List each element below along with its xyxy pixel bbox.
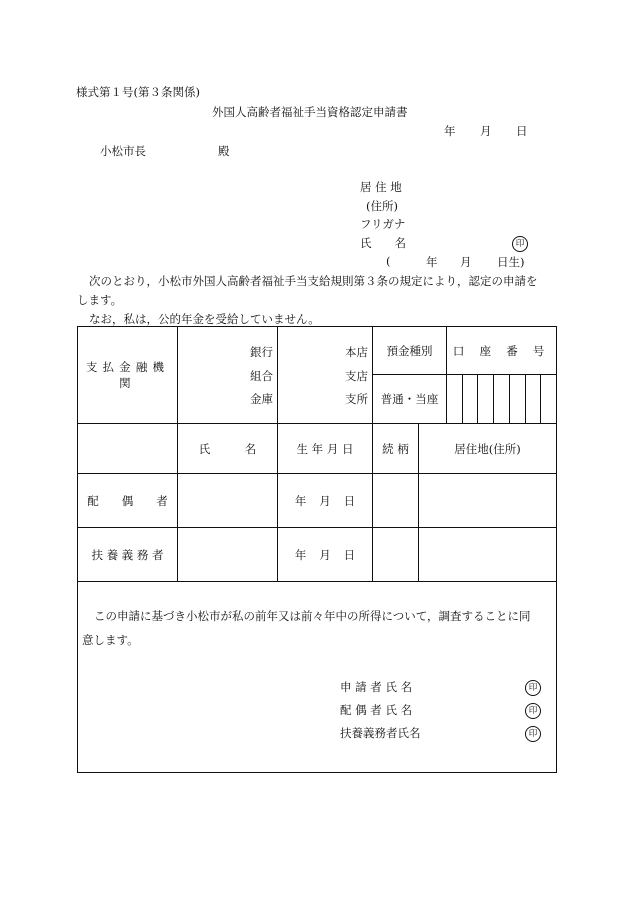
account-digit-grid	[447, 375, 556, 423]
deposit-type-label-cell	[373, 327, 447, 375]
supporter-signature-seal	[525, 725, 541, 742]
paragraph2: なお，私は，公的年金を受給していません。	[89, 312, 320, 326]
spouse-name-cell	[178, 474, 278, 528]
name-header: 氏 名	[198, 441, 257, 456]
consent-line1: この申請に基づき小松市が私の前年又は前々年中の所得について，調査することに同	[94, 609, 531, 623]
spouse-birth-day: 日	[343, 493, 356, 508]
spouse-birth-month: 月	[319, 493, 331, 508]
supporter-label-cell	[78, 528, 178, 582]
supporter-birthdate-cell	[278, 528, 373, 582]
bank-type-vault: 金庫	[250, 392, 273, 406]
address-header-cell	[419, 424, 557, 474]
digit-box	[493, 375, 509, 423]
spouse-address-cell	[419, 474, 557, 528]
digit-box	[509, 375, 525, 423]
branch-branch: 支店	[345, 369, 368, 383]
digit-box	[447, 375, 462, 423]
supporter-birth-day: 日	[343, 547, 356, 562]
honorific: 殿	[218, 144, 230, 158]
deposit-type-value: 普通・当座	[380, 392, 439, 406]
birth-open: (	[386, 254, 391, 268]
form-number: 様式第１号(第３条関係)	[76, 85, 200, 99]
applicant-signature-label: 申 請 者 氏 名	[340, 680, 413, 694]
seal-icon: 印	[525, 726, 541, 742]
spouse-birthdate-cell	[278, 474, 373, 528]
bank-type-union: 組合	[250, 369, 273, 383]
spouse-signature-seal	[525, 702, 541, 719]
birth-day-label: 日生)	[497, 255, 525, 269]
supporter-signature-label: 扶養義務者氏名	[340, 726, 421, 740]
supporter-address-cell	[419, 528, 557, 582]
branch-sub: 支所	[345, 392, 368, 406]
birth-month-label: 月	[460, 255, 472, 269]
branch-head: 本店	[345, 345, 368, 359]
birth-year-label: 年	[426, 255, 438, 269]
deposit-type-label: 預金種別	[386, 343, 433, 358]
header-blank-cell	[78, 424, 178, 474]
bank-label: 支払金融機関	[85, 360, 170, 390]
relation-header-cell	[373, 424, 419, 474]
account-number-label: 口 座 番 号	[452, 343, 551, 358]
addressee: 小松市長	[100, 144, 146, 158]
form-title: 外国人高齢者福祉手当資格認定申請書	[212, 105, 408, 119]
bank-label-cell	[78, 327, 178, 424]
application-table	[77, 326, 557, 773]
spouse-label: 配 偶 者	[87, 493, 168, 508]
digit-box	[540, 375, 556, 423]
deposit-type-value-cell	[373, 375, 447, 424]
spouse-birth-year: 年	[294, 493, 307, 508]
seal-icon: 印	[525, 680, 541, 696]
date-day-label: 日	[516, 124, 528, 138]
name-header-cell	[178, 424, 278, 474]
furigana-label: フリガナ	[360, 217, 406, 231]
bank-type-cell	[178, 327, 278, 424]
supporter-birth-year: 年	[294, 547, 307, 562]
digit-box	[477, 375, 493, 423]
consent-cell	[78, 582, 557, 773]
supporter-label: 扶 養 義 務 者	[91, 547, 164, 562]
date-year-label: 年	[444, 124, 456, 138]
date-month-label: 月	[480, 124, 492, 138]
supporter-relation-cell	[373, 528, 419, 582]
account-number-boxes	[447, 375, 557, 424]
applicant-seal	[512, 235, 528, 252]
seal-icon: 印	[512, 236, 528, 252]
birthdate-header-cell	[278, 424, 373, 474]
supporter-name-cell	[178, 528, 278, 582]
consent-line2: 意します。	[82, 633, 139, 647]
paragraph1-line1: 次のとおり，小松市外国人高齢者福祉手当支給規則第３条の規定により，認定の申請を	[89, 274, 538, 288]
paragraph1-line2: します。	[77, 293, 123, 307]
spouse-signature-label: 配 偶 者 氏 名	[340, 703, 413, 717]
address-label: 居 住 地	[360, 180, 402, 194]
bank-type-bank: 銀行	[250, 345, 273, 359]
relation-header: 続 柄	[382, 441, 409, 456]
bank-branch-cell	[278, 327, 373, 424]
spouse-label-cell	[78, 474, 178, 528]
address-paren-label: (住所)	[366, 199, 398, 213]
spouse-relation-cell	[373, 474, 419, 528]
digit-box	[525, 375, 541, 423]
address-header: 居住地(住所)	[454, 441, 521, 456]
supporter-birth-month: 月	[319, 547, 331, 562]
birthdate-header: 生 年 月 日	[296, 441, 354, 456]
name-label: 氏 名	[360, 236, 406, 250]
seal-icon: 印	[525, 703, 541, 719]
applicant-signature-seal	[525, 679, 541, 696]
digit-box	[462, 375, 478, 423]
account-number-label-cell	[447, 327, 557, 375]
